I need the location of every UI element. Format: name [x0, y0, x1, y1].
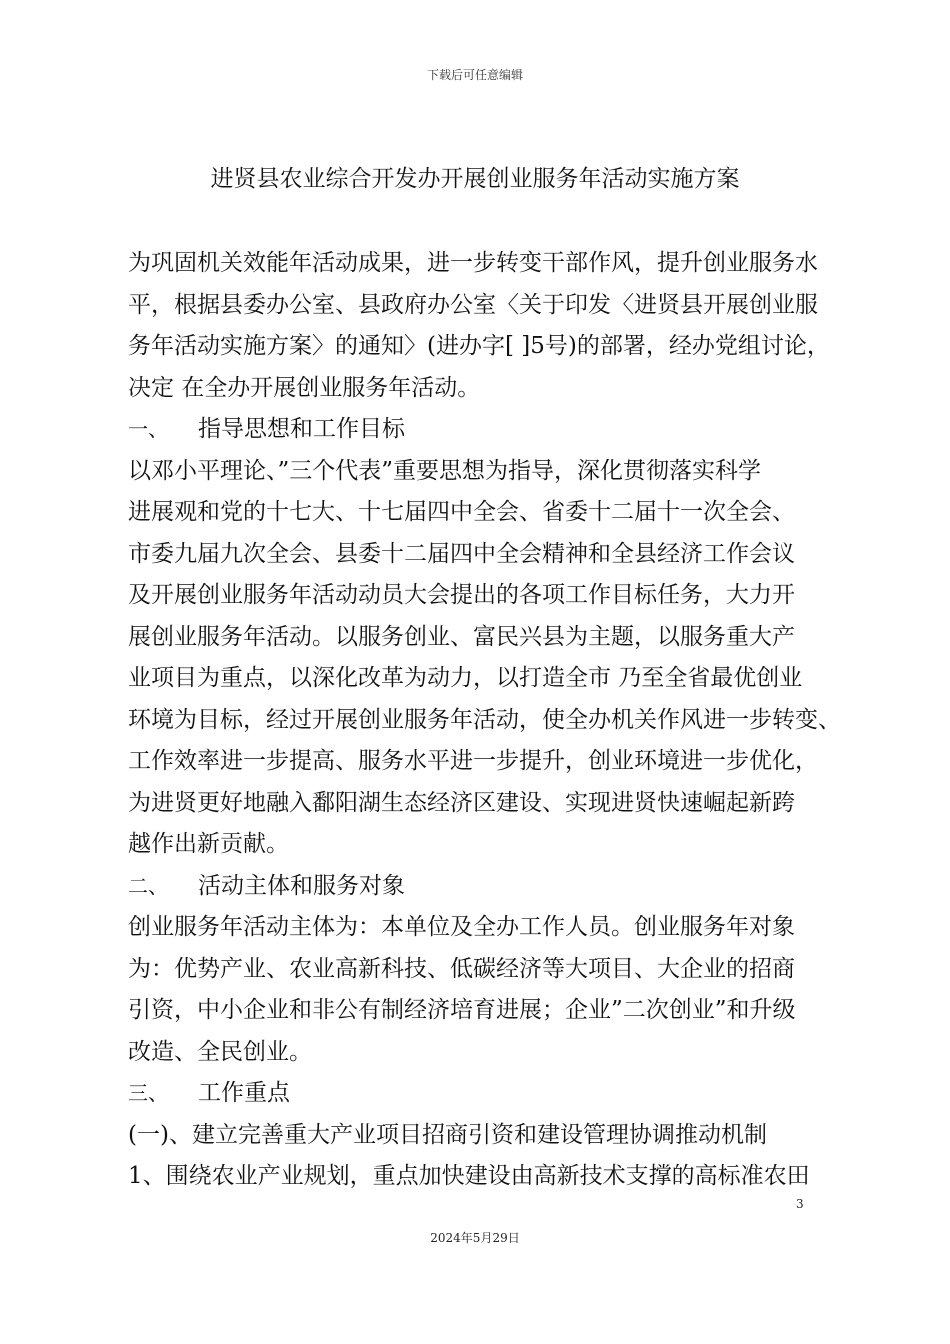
section-title: 工作重点 [198, 1080, 290, 1106]
paragraph-line: 进展观和党的十七大、十七届四中全会、省委十二届十一次全会、 [128, 499, 795, 525]
paragraph-line: 平，根据县委办公室、县政府办公室〈关于印发〈进贤县开展创业服 [128, 291, 818, 318]
paragraph-line: 决定 在全办开展创业服务年活动。 [128, 374, 481, 401]
section-heading-3 [128, 1073, 828, 1115]
section-number: 二、 [128, 873, 168, 898]
paragraph-line: 展创业服务年活动。以服务创业、富民兴县为主题，以服务重大产 [128, 623, 795, 650]
paragraph-line: 引资，中小企业和非公有制经济培育进展；企业”二次创业”和升级 [128, 997, 796, 1023]
paragraph-line: 以邓小平理论、”三个代表”重要思想为指导，深化贯彻落实科学 [128, 457, 762, 484]
header-note: 下载后可任意编辑 [426, 68, 523, 82]
section-number: 三、 [128, 1081, 168, 1105]
document-body [128, 243, 841, 1198]
section-heading-2 [128, 866, 828, 908]
paragraph-line: 为进贤更好地融入鄱阳湖生态经济区建设、实现进贤快速崛起新跨 [128, 789, 795, 816]
section-title: 活动主体和服务对象 [198, 872, 405, 899]
section-number: 一、 [128, 417, 168, 441]
paragraph-line: 改造、全民创业。 [128, 1038, 312, 1065]
paragraph-line: 为巩固机关效能年活动成果，进一步转变干部作风，提升创业服务水 [128, 250, 818, 276]
paragraph-line: 为：优势产业、农业高新科技、低碳经济等大项目、大企业的招商 [128, 955, 795, 982]
section-heading-1 [128, 409, 828, 451]
footer-date: 2024年5月29日 [430, 1231, 520, 1245]
paragraph-line: 工作效率进一步提高、服务水平进一步提升，创业环境进一步优化， [128, 748, 818, 774]
paragraph-line: (一)、建立完善重大产业项目招商引资和建设管理协调推动机制 [128, 1121, 767, 1148]
paragraph-line: 及开展创业服务年活动动员大会提出的各项工作目标任务，大力开 [128, 582, 795, 608]
paragraph-line: 务年活动实施方案〉的通知〉(进办字[ ]5号)的部署，经办党组讨论， [128, 333, 830, 359]
page-number: 3 [796, 1197, 804, 1211]
paragraph-line: 环境为目标，经过开展创业服务年活动，使全办机关作风进一步转变、 [128, 706, 841, 733]
paragraph-line: 越作出新贡献。 [128, 831, 289, 857]
paragraph-line: 市委九届九次全会、县委十二届四中全会精神和全县经济工作会议 [128, 540, 795, 567]
section-title: 指导思想和工作目标 [198, 416, 405, 442]
paragraph-line: 业项目为重点，以深化改革为动力，以打造全市 乃至全省最优创业 [128, 665, 803, 691]
paragraph-line: 1、围绕农业产业规划，重点加快建设由高新技术支撑的高标准农田 [128, 1163, 810, 1189]
document-title: 进贤县农业综合开发办开展创业服务年活动实施方案 [210, 166, 740, 192]
paragraph-line: 创业服务年活动主体为：本单位及全办工作人员。创业服务年对象 [128, 914, 795, 940]
